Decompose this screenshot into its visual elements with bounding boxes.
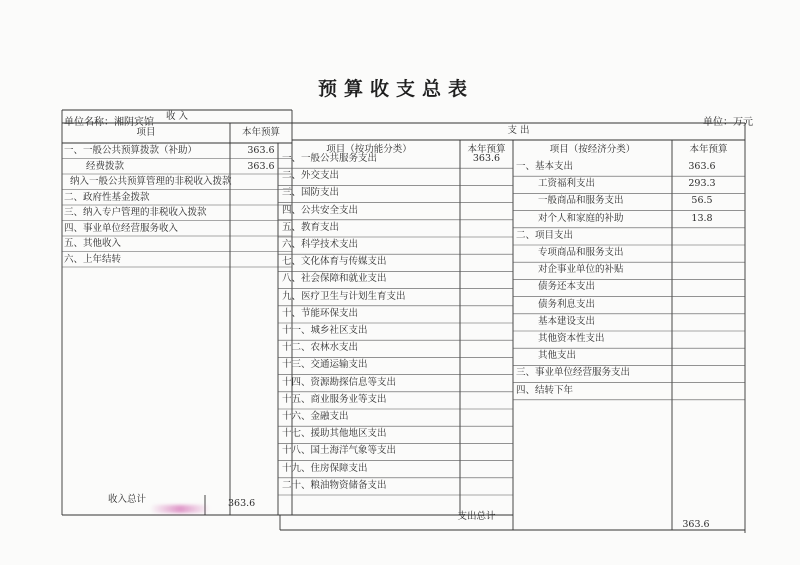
income-row-label: 纳入一般公共预算管理的非税收入拨款 xyxy=(70,176,232,187)
econ-row-label: 债务还本支出 xyxy=(538,281,596,293)
func-row-label: 十三、交通运输支出 xyxy=(282,359,368,371)
func-row-label: 九、医疗卫生与计划生育支出 xyxy=(282,290,406,302)
income-row-label: 五、其他收入 xyxy=(64,238,122,249)
income-row-label: 经费拨款 xyxy=(86,160,125,172)
func-row-label: 十四、资源勘探信息等支出 xyxy=(282,376,397,388)
func-col-item: 项目（按功能分类） xyxy=(326,144,412,155)
func-row-value: 363.6 xyxy=(472,153,501,164)
func-row-label: 十七、援助其他地区支出 xyxy=(282,428,387,440)
unit-name: 单位名称：湘阴宾馆 xyxy=(64,117,154,128)
econ-row-label: 其他资本性支出 xyxy=(538,333,605,344)
income-total-value: 363.6 xyxy=(228,498,256,509)
income-row-value: 363.6 xyxy=(247,160,275,172)
econ-row-label: 一般商品和服务支出 xyxy=(538,195,624,207)
econ-row-label: 其他支出 xyxy=(538,350,577,362)
income-col-item: 项目 xyxy=(136,127,156,138)
income-row-label: 二、政府性基金拨款 xyxy=(64,191,150,203)
econ-row-label: 三、事业单位经营服务支出 xyxy=(516,367,631,379)
expense-total-label: 支出总计 xyxy=(457,511,496,522)
func-row-label: 十、节能环保支出 xyxy=(282,307,359,319)
income-header: 收 入 xyxy=(165,111,189,122)
econ-row-label: 对个人和家庭的补助 xyxy=(538,212,624,224)
func-row-label: 二、外交支出 xyxy=(282,170,340,182)
income-row-label: 三、纳入专户管理的非税收入拨款 xyxy=(64,207,207,218)
func-row-label: 二十、粮油物资储备支出 xyxy=(282,479,387,491)
func-row-label: 十五、商业服务业等支出 xyxy=(282,393,387,405)
econ-col-item: 项目（按经济分类） xyxy=(549,144,636,155)
document-title: 预算收支总表 xyxy=(318,78,475,100)
func-row-label: 十二、农林水支出 xyxy=(282,342,359,354)
func-row-label: 五、教育支出 xyxy=(282,221,340,233)
econ-row-value: 293.3 xyxy=(688,178,716,190)
func-row-label: 三、国防支出 xyxy=(282,187,340,199)
econ-row-value: 13.8 xyxy=(691,212,713,224)
func-row-label: 四、公共安全支出 xyxy=(282,204,359,216)
econ-row-value: 363.6 xyxy=(688,161,716,172)
ink-smudge xyxy=(150,505,210,513)
income-col-budget: 本年预算 xyxy=(241,127,280,138)
econ-row-label: 四、结转下年 xyxy=(516,384,574,396)
income-row-value: 363.6 xyxy=(247,145,275,156)
currency-unit: 单位：万元 xyxy=(703,117,753,128)
func-row-label: 八、社会保障和就业支出 xyxy=(282,273,387,285)
econ-col-budget: 本年预算 xyxy=(689,144,728,155)
econ-row-value: 56.5 xyxy=(691,195,713,207)
expense-header: 支 出 xyxy=(507,125,530,136)
func-row-label: 六、科学技术支出 xyxy=(282,239,359,250)
econ-row-label: 专项商品和服务支出 xyxy=(538,247,624,258)
func-row-label: 十八、国土海洋气象等支出 xyxy=(282,445,397,457)
func-col-budget: 本年预算 xyxy=(467,144,506,155)
func-row-label: 十一、城乡社区支出 xyxy=(282,325,368,336)
func-row-label: 一、一般公共服务支出 xyxy=(282,153,378,164)
income-row-label: 一、一般公共预算拨款（补助） xyxy=(64,145,198,156)
econ-row-label: 一、基本支出 xyxy=(516,161,574,172)
econ-row-label: 基本建设支出 xyxy=(538,315,596,327)
econ-row-label: 工资福利支出 xyxy=(538,178,596,190)
func-row-label: 七、文化体育与传媒支出 xyxy=(282,256,387,268)
income-row-label: 六、上年结转 xyxy=(64,253,122,265)
income-total-label: 收入总计 xyxy=(107,494,146,505)
econ-row-label: 债务利息支出 xyxy=(538,298,596,310)
expense-total-value: 363.6 xyxy=(682,519,710,530)
income-row-label: 四、事业单位经营服务收入 xyxy=(64,222,179,234)
econ-row-label: 对企事业单位的补贴 xyxy=(538,264,624,276)
func-row-label: 十九、住房保障支出 xyxy=(282,462,368,474)
econ-row-label: 二、项目支出 xyxy=(516,229,574,241)
func-row-label: 十六、金融支出 xyxy=(282,411,349,422)
